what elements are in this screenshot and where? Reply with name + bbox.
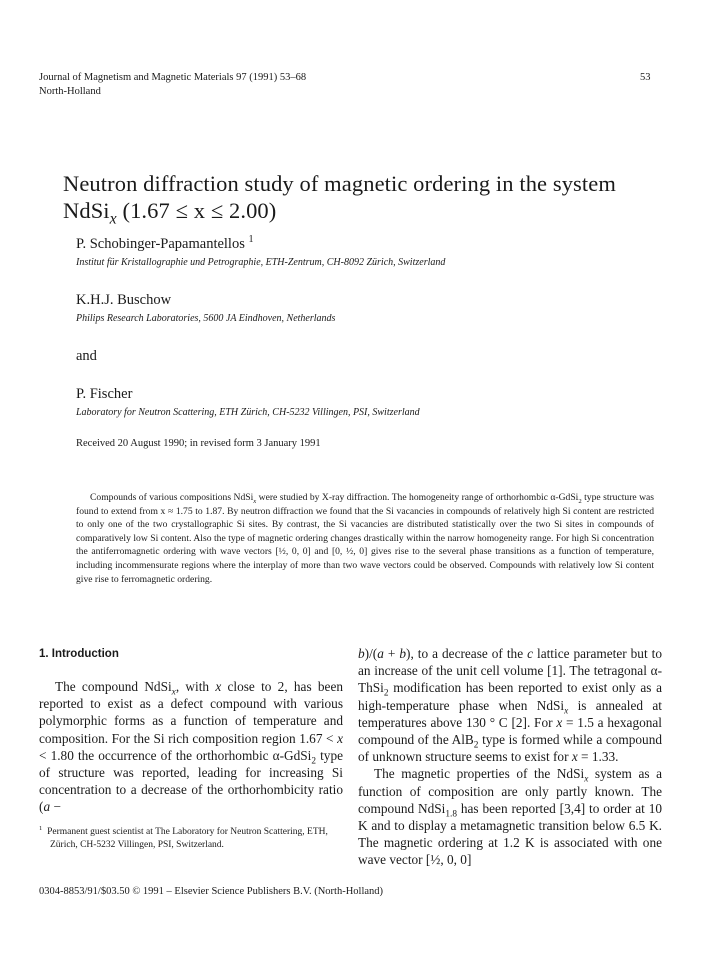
received-dates: Received 20 August 1990; in revised form 3 January 1991 <box>76 438 321 449</box>
journal-line: Journal of Magnetism and Magnetic Materials 97 (1991) 53–68 <box>39 72 307 83</box>
page-number: 53 <box>640 72 651 83</box>
author-3-affiliation: Laboratory for Neutron Scattering, ETH Zürich, CH-5232 Villingen, PSI, Switzerland <box>76 407 420 418</box>
publisher-line: North-Holland <box>39 86 101 97</box>
intro-paragraph-1: The compound NdSi$_x$, with x close to 2, has been reported to exist as a defect compound with various polymorphic forms as a function of temperature and composition. For the Si rich composition region 1.67 < x < 1.80 the occurrence of the orthorhombic α-GdSi$_2$ type of structure was reported, leading for increasing Si concentration to a decrease of the orthorhombicity ratio (a − <box>39 679 344 815</box>
right-column-text <box>358 645 662 869</box>
title-line-1: Neutron diffraction study of magnetic ordering in the system <box>63 171 616 196</box>
footnote-mark: 1 <box>39 824 43 832</box>
intro-paragraph-1-continued: b)/(a + b), to a decrease of the c lattice parameter but to an increase of the unit cell volume [1]. The tetragonal α-ThSi$_2$ modification has been reported to exist only as a high-temperature phase when NdSi$_x$ is annealed at temperatures above 130 ° C [2]. For x = 1.5 a hexagonal compound of the AlB$_2$ type is formed while a compound of unknown structure seems to exist for x = 1.33. <box>358 646 662 765</box>
author-3-name: P. Fischer <box>76 386 133 402</box>
footnote: $^1$ Permanent guest scientist at The Laboratory for Neutron Scattering, ETH, Zürich, CH-5232 Villingen, PSI, Switzerland. <box>39 824 328 850</box>
author-2-name: K.H.J. Buschow <box>76 292 172 308</box>
author-2-affiliation: Philips Research Laboratories, 5600 JA Eindhoven, Netherlands <box>76 313 336 324</box>
paper-title <box>63 170 683 228</box>
intro-paragraph-2: The magnetic properties of the NdSi$_x$ system as a function of composition are only partly known. The compound NdSi$_{1.8}$ has been reported [3,4] to order at 10 K and to display a metamagnetic transition below 6.5 K. The magnetic ordering at 1.2 K is associated with one wave vector [½, 0, 0] <box>358 766 663 868</box>
and-connector: and <box>76 348 97 364</box>
copyright-line: 0304-8853/91/$03.50 © 1991 – Elsevier Science Publishers B.V. (North-Holland) <box>39 886 384 897</box>
author-1-affiliation: Institut für Kristallographie und Petrographie, ETH-Zentrum, CH-8092 Zürich, Switzerland <box>76 257 446 268</box>
title-line-2: NdSi$_x$ (1.67 ≤ x ≤ 2.00) <box>63 198 277 228</box>
footnote-marker: 1 <box>248 234 254 246</box>
abstract: Compounds of various compositions NdSi$_x$ were studied by X-ray diffraction. The homogeneity range of orthorhombic α-GdSi$_2$ type structure was found to extend from x ≈ 1.75 to 1.87. By neutron diffraction we found that the Si vacancies in compounds of relatively high Si content are restricted to only one of the two crystallographic Si sites. By contrast, the Si vacancies are distributed statistically over the two Si sites in compounds of comparatively low Si content. Also the type of magnetic ordering changes drastically within the narrow homogeneity range. For high Si concentration the antiferromagnetic ordering with wave vectors [½, 0, 0] and [0, ½, 0] gives rise to the several phase transitions as a function of temperature, including incommensurate regions where the interplay of more than two wave vectors could be observed. Compounds with relatively low Si content give rise to ferromagnetic ordering. <box>76 492 655 585</box>
left-column-text <box>39 678 343 816</box>
author-1-name: P. Schobinger-Papamantellos $^1$ <box>76 234 254 252</box>
journal-citation <box>39 71 306 99</box>
section-heading-introduction: 1. Introduction <box>39 648 119 660</box>
